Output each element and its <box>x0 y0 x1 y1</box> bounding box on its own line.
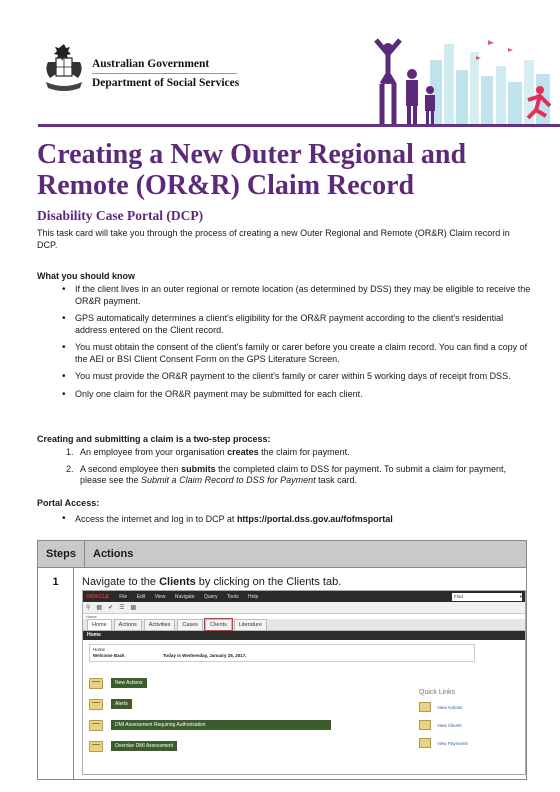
family-skyline-illustration-icon <box>368 30 560 126</box>
dmi-authorisation-button[interactable]: DMI Assessment Requiring Authorisation <box>111 720 331 730</box>
welcome-panel <box>89 644 475 662</box>
portal-url-link[interactable]: https://portal.dss.gov.au/fofmsportal <box>236 514 393 524</box>
tab-literature[interactable]: Literature <box>234 619 267 630</box>
alerts-button[interactable]: Alerts <box>111 699 132 709</box>
app-tabs <box>83 619 525 631</box>
app-toolbar <box>83 602 525 614</box>
table-header <box>38 541 526 568</box>
tab-actions[interactable]: Actions <box>114 619 142 630</box>
coat-of-arms-icon <box>40 42 88 94</box>
menu-view[interactable]: View <box>154 593 166 600</box>
menu-file[interactable]: File <box>119 593 128 600</box>
quick-links-title: Quick Links <box>419 689 456 696</box>
dcp-screenshot <box>82 590 526 775</box>
section-heading-know: What you should know <box>37 271 135 281</box>
menu-query[interactable]: Query <box>203 593 218 600</box>
list-icon[interactable]: ☰ <box>119 605 125 611</box>
department-name: Department of Social Services <box>92 77 240 89</box>
list-item: 2. A second employee then submits the completed claim to DSS for payment. To submit a claim for payment, please see the Submit a Claim Record to DSS for Payment task card. <box>66 463 507 485</box>
overdue-dmi-button[interactable]: Overdue DMI Assessment <box>111 741 177 751</box>
oracle-logo: ORACLE <box>86 593 110 600</box>
home-actions <box>89 675 331 759</box>
folder-icon <box>419 702 431 712</box>
view-payments-link[interactable]: View Payments <box>437 740 468 746</box>
list-item: • GPS automatically determines a client's eligibility for the OR&R payment according to the client's residential address entered on the Client record. <box>62 313 532 336</box>
list-item: • You must provide the OR&R payment to the client's family or carer within 5 working days of receipt from DSS. <box>62 371 532 383</box>
step-number: 1 <box>38 568 74 779</box>
step-instruction: Navigate to the Clients by clicking on the Clients tab. <box>82 576 342 588</box>
list-item: • If the client lives in an outer regional or remote location (as determined by DSS) they may be eligible to receive the OR&R payment. <box>62 284 532 307</box>
page-subtitle: Disability Case Portal (DCP) <box>37 208 204 223</box>
welcome-title: Home <box>93 647 106 652</box>
page-header <box>0 0 560 135</box>
portal-access-item: • Access the internet and log in to DCP at https://portal.dss.gov.au/fofmsportal <box>62 514 393 524</box>
check-icon[interactable]: ✔ <box>108 605 114 611</box>
new-actions-button[interactable]: New Actions <box>111 678 147 688</box>
list-item: • Only one claim for the OR&R payment may be submitted for each client. <box>62 389 532 401</box>
col-steps: Steps <box>38 541 85 567</box>
grid-icon[interactable]: ▦ <box>96 605 103 611</box>
list-item: • You must obtain the consent of the client's family or carer before you create a claim record. You can find a copy of the AEI or BSI Client Consent Form on the GPS Literature Screen. <box>62 342 532 365</box>
section-heading-portal: Portal Access: <box>37 498 100 508</box>
menu-navigate[interactable]: Navigate <box>174 593 195 600</box>
intro-text: This task card will take you through the process of creating a new Outer Regional and Remote (OR&R) Claim record in DCP. <box>37 228 510 250</box>
col-actions: Actions <box>93 548 134 560</box>
folder-icon <box>89 678 103 689</box>
menu-tools[interactable]: Tools <box>226 593 239 600</box>
menu-help[interactable]: Help <box>247 593 259 600</box>
view-actions-link[interactable]: View Actions <box>437 704 463 710</box>
app-menubar <box>83 591 525 602</box>
quick-links-panel <box>419 689 525 752</box>
tab-clients[interactable]: Clients <box>205 619 232 630</box>
table-row <box>38 568 526 779</box>
search-icon[interactable]: ⚲ <box>86 605 91 611</box>
header-divider <box>38 124 560 127</box>
step-action <box>74 568 526 779</box>
gov-name: Australian Government <box>92 58 237 74</box>
know-list <box>62 284 532 406</box>
process-list <box>66 447 526 492</box>
find-select[interactable]: Find ▾ <box>454 593 522 599</box>
welcome-date: Today is Wednesday, January 25, 2017. <box>163 653 247 658</box>
view-clients-link[interactable]: View Clients <box>437 722 462 728</box>
menu <box>119 594 266 600</box>
menu-edit[interactable]: Edit <box>136 593 146 600</box>
chevron-down-icon: ▾ <box>519 593 522 599</box>
chart-icon[interactable]: ▩ <box>130 605 137 611</box>
folder-icon <box>89 741 103 752</box>
section-heading-process: Creating and submitting a claim is a two-step process: <box>37 434 271 444</box>
folder-icon <box>89 720 103 731</box>
page-title: Creating a New Outer Regional and Remote (OR&R) Claim Record <box>37 139 467 201</box>
welcome-label: Welcome Back <box>93 653 125 658</box>
steps-table <box>37 540 527 780</box>
tab-cases[interactable]: Cases <box>177 619 203 630</box>
government-branding <box>92 58 239 90</box>
people-icon <box>419 720 431 730</box>
folder-icon <box>89 699 103 710</box>
list-item: 1. An employee from your organisation creates the claim for payment. <box>66 447 350 457</box>
breadcrumb: Home <box>86 614 97 619</box>
tab-home[interactable]: Home <box>87 619 112 630</box>
tab-activities[interactable]: Activities <box>144 619 176 630</box>
section-bar-title: Home <box>83 631 525 640</box>
payments-icon <box>419 738 431 748</box>
